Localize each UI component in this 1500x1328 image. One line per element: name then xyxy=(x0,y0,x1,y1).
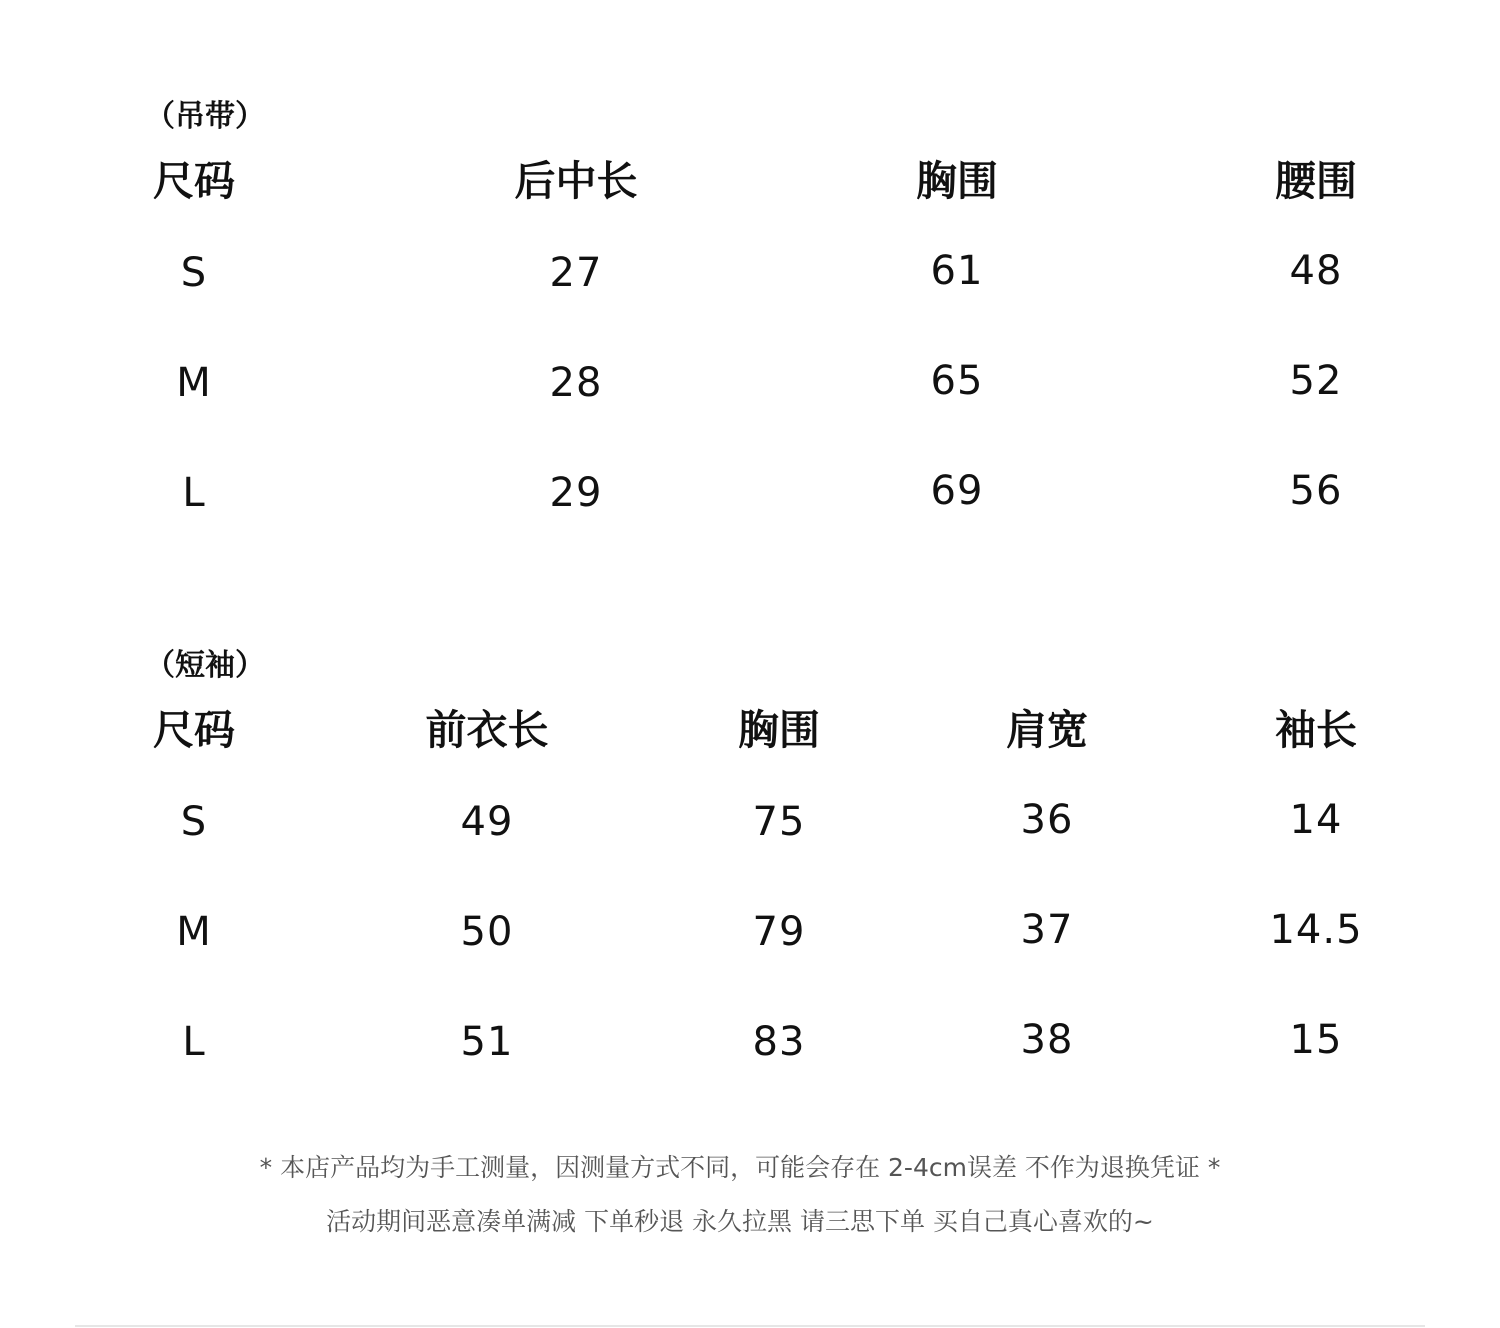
bottom-divider xyxy=(75,1325,1425,1327)
cell-size: S xyxy=(180,799,208,845)
cell-waist: 56 xyxy=(1289,468,1343,514)
cell-front-length: 50 xyxy=(460,909,514,955)
section-label-short-sleeve: （短袖） xyxy=(145,648,265,683)
cell-back-length: 27 xyxy=(549,250,603,296)
cell-sleeve-length: 14 xyxy=(1289,797,1343,843)
header-waist: 腰围 xyxy=(1275,157,1357,205)
cell-front-length: 51 xyxy=(460,1019,514,1065)
header-size: 尺码 xyxy=(153,157,235,205)
header-bust: 胸围 xyxy=(916,157,998,205)
cell-bust: 83 xyxy=(752,1019,806,1065)
cell-sleeve-length: 15 xyxy=(1289,1017,1343,1063)
header-size: 尺码 xyxy=(153,706,235,754)
cell-bust: 69 xyxy=(930,468,984,514)
promotion-warning: 活动期间恶意凑单满减 下单秒退 永久拉黑 请三思下单 买自己真心喜欢的~ xyxy=(326,1207,1154,1236)
cell-bust: 75 xyxy=(752,799,806,845)
header-back-length: 后中长 xyxy=(514,157,638,205)
cell-size: L xyxy=(182,1019,206,1065)
cell-shoulder: 38 xyxy=(1020,1017,1074,1063)
header-front-length: 前衣长 xyxy=(425,706,549,754)
cell-bust: 61 xyxy=(930,248,984,294)
cell-shoulder: 37 xyxy=(1020,907,1074,953)
cell-waist: 52 xyxy=(1289,358,1343,404)
cell-bust: 65 xyxy=(930,358,984,404)
cell-back-length: 28 xyxy=(549,360,603,406)
header-sleeve-length: 袖长 xyxy=(1275,706,1357,754)
cell-size: M xyxy=(176,360,212,406)
header-shoulder: 肩宽 xyxy=(1006,706,1088,754)
header-bust: 胸围 xyxy=(738,706,820,754)
measurement-disclaimer: * 本店产品均为手工测量，因测量方式不同，可能会存在 2-4cm误差 不作为退换凭证 * xyxy=(259,1153,1221,1182)
cell-size: L xyxy=(182,470,206,516)
cell-size: S xyxy=(180,250,208,296)
cell-back-length: 29 xyxy=(549,470,603,516)
cell-bust: 79 xyxy=(752,909,806,955)
section-label-camisole: （吊带） xyxy=(145,99,265,134)
cell-front-length: 49 xyxy=(460,799,514,845)
cell-shoulder: 36 xyxy=(1020,797,1074,843)
cell-size: M xyxy=(176,909,212,955)
cell-sleeve-length: 14.5 xyxy=(1269,907,1363,953)
cell-waist: 48 xyxy=(1289,248,1343,294)
